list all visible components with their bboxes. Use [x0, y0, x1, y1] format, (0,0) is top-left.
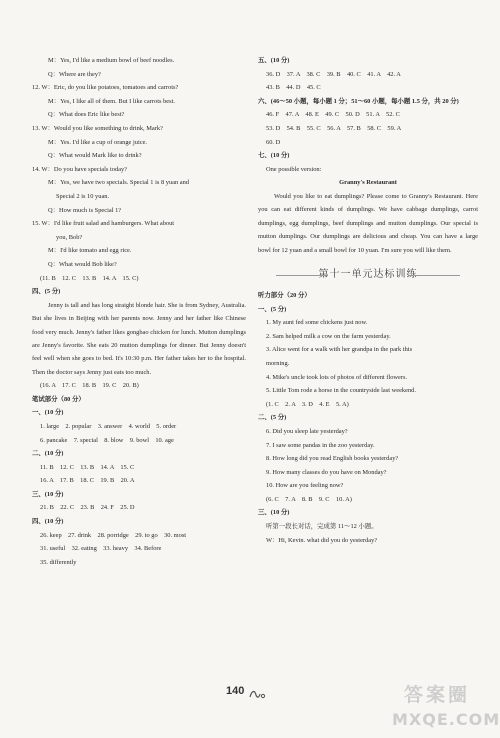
section-heading: 二、(5 分)	[258, 414, 287, 422]
script-line: 4. Mike's uncle took lots of photos of different flowers.	[266, 373, 408, 381]
script-line: W：Hi, Kevin. what did you do yesterday?	[266, 536, 378, 544]
section-heading: 五、(10 分)	[258, 57, 290, 64]
answer-line: 1. large 2. popular 3. answer 4. world 5. order	[40, 422, 177, 430]
answer-line: 21. B 22. C 23. B 24. F 25. D	[40, 504, 135, 512]
answer-line: 11. B 12. C 13. B 14. A 15. C	[40, 463, 135, 471]
answer-line: 43. B 44. D 45. C	[266, 84, 321, 92]
answer-line: (16. A 17. C 18. B 19. C 20. B)	[40, 382, 139, 390]
watermark-text: 答案圈	[404, 684, 471, 706]
publisher-mark-icon	[248, 688, 266, 700]
unit-title: 第十一单元达标训练	[258, 265, 478, 285]
answer-line: 36. D 37. A 38. C 39. B 40. C 41. A 42. A	[266, 70, 401, 78]
answer-line: (6. C 7. A 8. B 9. C 10. A)	[266, 495, 352, 503]
dialogue-line: M：Yes, I like all of them. But I like carrots best.	[48, 97, 175, 105]
script-line: 1. My aunt fed some chickens just now.	[266, 319, 368, 327]
answer-line: 26. keep 27. drink 28. porridge 29. to go 30. most	[40, 531, 187, 539]
page-footer	[226, 686, 286, 706]
dialogue-line: M：Yes, we have two specials. Special 1 is 8 yuan and	[48, 179, 189, 187]
listening-passage: Jenny is tall and has long straight blonde hair. She is from Sydney, Australia. But she lives in Beijing with her parents now. Jenny and her father like Chinese food very much. Jenny's father likes gongbao chicken for lunch. Mutton dumplings are Jenny's favorite. She eats 20 mutton dumplings for dinner. But Jenny doesn't feel well when she goes to bed. It's 10:30 p.m. Her father takes her to the hospital. Then the doctor says Jenny just eats too much.	[32, 301, 246, 376]
script-line: 6. Did you sleep late yesterday?	[266, 427, 348, 435]
dialogue-line: M：Yes, I'd like a medium bowl of beef noodles.	[48, 57, 175, 64]
script-line: 7. I saw some pandas in the zoo yesterday.	[266, 441, 375, 449]
dialogue-line: 14. W：Do you have specials today?	[32, 165, 128, 173]
answer-line: 53. D 54. B 55. C 56. A 57. B 58. C 59. A	[266, 124, 402, 132]
left-column	[32, 54, 246, 569]
dialogue-line: Q：Where are they?	[48, 70, 101, 78]
section-heading: 三、(10 分)	[32, 490, 64, 498]
section-heading: 四、(5 分)	[32, 288, 61, 296]
answer-line: (11. B 12. C 13. B 14. A 15. C)	[40, 274, 139, 282]
answer-line: 16. A 17. B 18. C 19. B 20. A	[40, 477, 135, 485]
section-heading: 七、(10 分)	[258, 152, 290, 160]
script-line: 10. How are you feeling now?	[266, 482, 344, 490]
answer-line: 35. differently	[40, 558, 77, 566]
essay-title: Granny's Restaurant	[339, 179, 397, 187]
answer-line: 60. D	[266, 138, 281, 146]
section-heading: 六、(46～50 小题，每小题 1 分；51～60 小题，每小题 1.5 分，共 20 分)	[258, 97, 459, 105]
script-line: 2. Sam helped milk a cow on the farm yesterday.	[266, 332, 391, 340]
dialogue-line: 15. W：I'd like fruit salad and hamburgers. What about	[32, 220, 175, 228]
written-part-heading: 笔试部分（80 分）	[32, 395, 85, 403]
watermark	[386, 684, 498, 734]
answer-line: 46. F 47. A 48. E 49. C 50. D 51. A 52. C	[266, 111, 400, 119]
dialogue-line: Q：How much is Special 1?	[48, 206, 122, 214]
script-line: 5. Little Tom rode a horse in the countryside last weekend.	[266, 387, 416, 395]
script-line: 3. Alice went for a walk with her grandpa in the park this	[266, 346, 413, 354]
dialogue-line: M：Yes. I'd like a cup of orange juice.	[48, 138, 148, 146]
listening-part-heading: 听力部分（20 分）	[258, 291, 311, 299]
answer-line: 31. useful 32. eating 33. heavy 34. Before	[40, 545, 162, 553]
dialogue-line: Q：What would Bob like?	[48, 260, 117, 268]
dialogue-line: you, Bob?	[56, 233, 83, 241]
essay-version-label: One possible version:	[266, 165, 322, 173]
section-heading: 三、(10 分)	[258, 509, 290, 517]
watermark-url: MXQE.COM	[392, 710, 500, 729]
answer-line: (1. C 2. A 3. D 4. E 5. A)	[266, 400, 349, 408]
dialogue-line: Q：What would Mark like to drink?	[48, 152, 142, 160]
section-heading: 四、(10 分)	[32, 518, 64, 526]
section-heading: 一、(10 分)	[32, 409, 64, 417]
dialogue-line: 13. W：Would you like something to drink, Mark?	[32, 124, 163, 132]
dialogue-line: Special 2 is 10 yuan.	[56, 192, 110, 200]
page-number: 140	[226, 685, 245, 697]
script-line: morning.	[266, 359, 290, 367]
instruction-line: 听第一段长对话，完成第 11～12 小题。	[266, 523, 378, 531]
script-line: 8. How long did you read English books yesterday?	[266, 455, 399, 463]
section-heading: 一、(5 分)	[258, 305, 287, 313]
right-column	[258, 54, 478, 547]
dialogue-line: M：I'd like tomato and egg rice.	[48, 247, 132, 255]
answer-line: 6. pancake 7. special 8. blow 9. bowl 10. age	[40, 436, 174, 444]
essay-body: Would you like to eat dumplings? Please come to Granny's Restaurant. Here you can eat different kinds of dumplings. We have cabbage dumplings, carrot dumplings, egg dumplings, beef dumplings and mutton dumplings. Our special is mutton dumplings. Our dumplings are delicious and cheap. You can have a large bowl for 12 yuan and a small bowl for 10 yuan. I'm sure you will like them.	[258, 192, 478, 254]
section-heading: 二、(10 分)	[32, 450, 64, 458]
script-line: 9. How many classes do you have on Monday?	[266, 468, 387, 476]
dialogue-line: 12. W：Eric, do you like potatoes, tomatoes and carrots?	[32, 84, 179, 92]
dialogue-line: Q：What does Eric like best?	[48, 111, 125, 119]
